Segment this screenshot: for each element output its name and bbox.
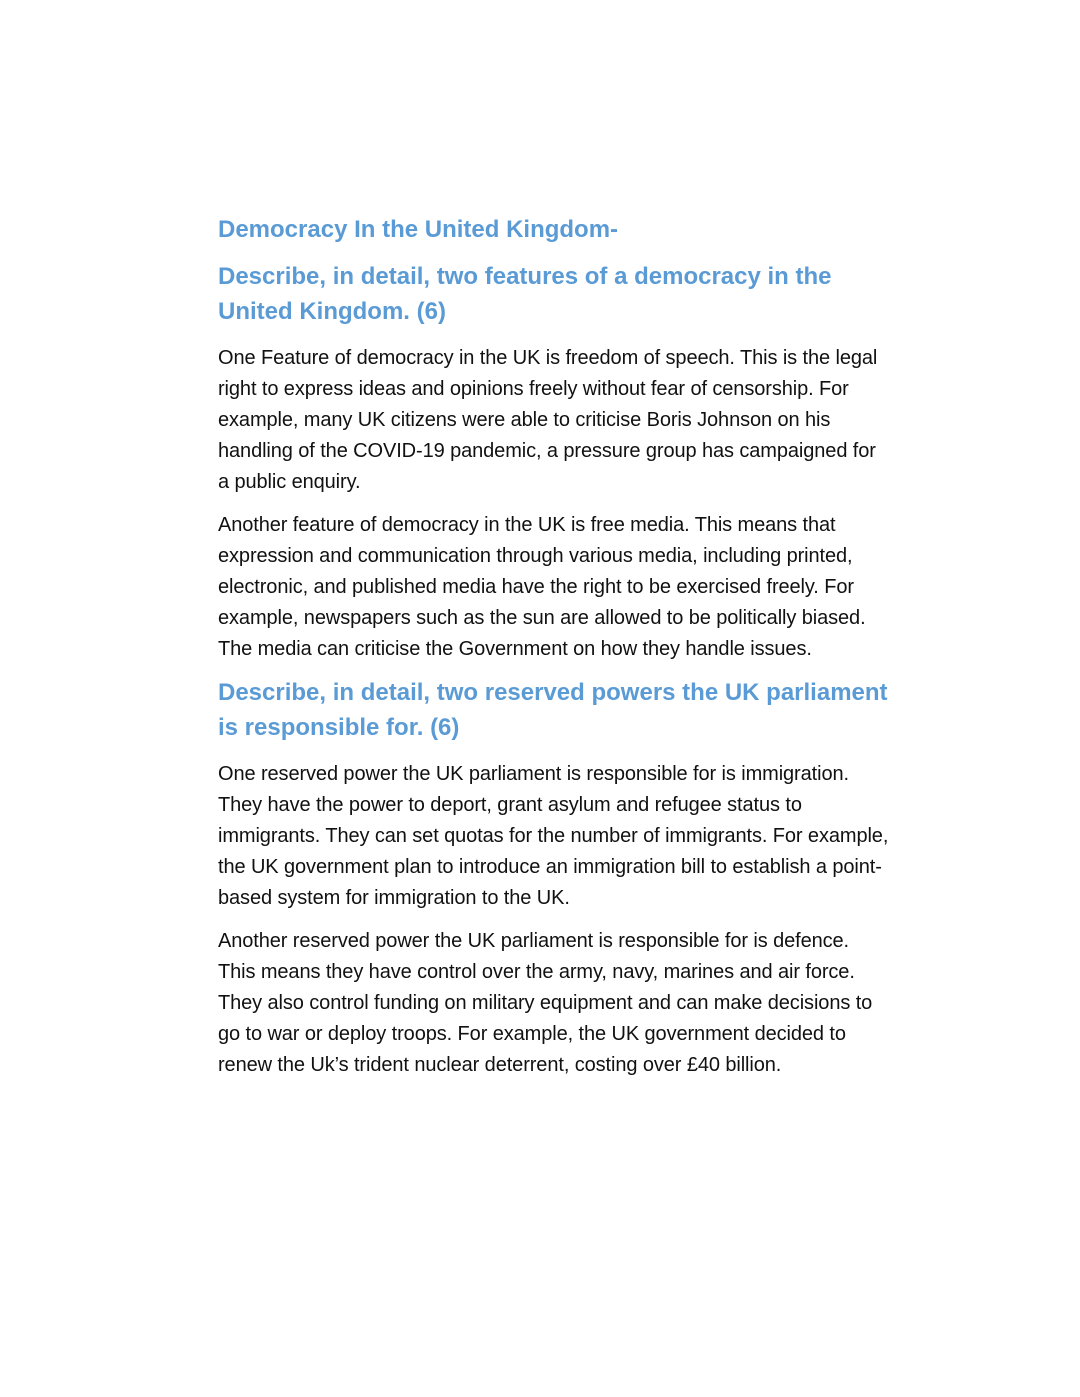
question-heading: Describe, in detail, two features of a democracy in the United Kingdom. (6)	[218, 263, 832, 325]
answer-paragraph: Another feature of democracy in the UK is free media. This means that expression and communication through various media, including printed, electronic, and published media have the right to be exercised freely. For example, newspapers such as the sun are allowed to be politically biased. The media can criticise the Government on how they handle issues.	[218, 514, 866, 660]
document-title: Democracy In the United Kingdom-	[218, 216, 619, 243]
answer-paragraph: Another reserved power the UK parliament is responsible for is defence. This means they have control over the army, navy, marines and air force. They also control funding on military equipment and can make decisions to go to war or deploy troops. For example, the UK government decided to renew the Uk’s trident nuclear deterrent, costing over £40 billion.	[218, 930, 873, 1076]
answer-paragraph: One reserved power the UK parliament is responsible for is immigration. They have the power to deport, grant asylum and refugee status to immigrants. They can set quotas for the number of immigrants. For example, the UK government plan to introduce an immigration bill to establish a point- based system for immigration to the UK.	[218, 763, 889, 909]
document-page	[218, 212, 890, 1093]
section-reserved-powers	[218, 675, 890, 1081]
question-heading: Describe, in detail, two reserved powers the UK parliament is responsible for. (6)	[218, 679, 888, 741]
answer-paragraph: One Feature of democracy in the UK is freedom of speech. This is the legal right to express ideas and opinions freely without fear of censorship. For example, many UK citizens were able to criticise Boris Johnson on his handling of the COVID-19 pandemic, a pressure group has campaigned for a public enquiry.	[218, 347, 878, 493]
section-democracy-features	[218, 259, 890, 665]
